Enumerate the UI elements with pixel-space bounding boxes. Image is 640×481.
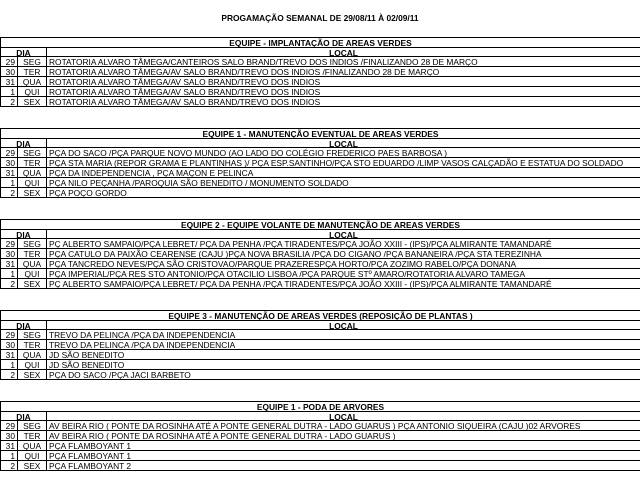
weekday-cell: QUI	[17, 87, 46, 97]
day-number-cell: 2	[0, 188, 17, 198]
day-number-cell: 29	[0, 148, 17, 158]
table-row	[0, 97, 640, 107]
table-row	[0, 77, 640, 87]
table-row	[0, 451, 640, 461]
weekday-cell: SEG	[17, 421, 46, 431]
section-title-row	[0, 219, 640, 229]
section-header-row	[0, 47, 640, 57]
local-cell: JD SÃO BENEDITO	[46, 350, 640, 360]
weekday-cell: TER	[17, 158, 46, 168]
day-number-cell: 1	[0, 178, 17, 188]
weekday-cell: SEX	[17, 279, 46, 289]
weekday-cell: QUA	[17, 168, 46, 178]
day-number-cell: 30	[0, 249, 17, 259]
local-cell: TREVO DA PELINCA /PÇA DA INDEPENDENCIA	[46, 330, 640, 340]
day-number-cell: 29	[0, 421, 17, 431]
dia-header: DIA	[0, 47, 46, 57]
table-row	[0, 421, 640, 431]
local-cell: ROTATORIA ALVARO TÂMEGA/AV SALO BRAND/TREVO DOS INDIOS /FINALIZANDO 28 DE MARÇO	[46, 67, 640, 77]
local-cell: ROTATORIA ALVARO TÂMEGA/AV SALO BRAND/TREVO DOS INDIOS	[46, 77, 640, 87]
table-row	[0, 148, 640, 158]
local-header: LOCAL	[46, 411, 640, 421]
local-cell: PÇ ALBERTO SAMPAIO/PÇA LEBRET/ PÇA DA PENHA /PÇA TIRADENTES/PÇA JOÃO XXIII - (IPS)/PÇA ALMIRANTE TAMANDARÉ	[46, 239, 640, 249]
table-row	[0, 340, 640, 350]
table-row	[0, 461, 640, 471]
day-number-cell: 1	[0, 451, 17, 461]
table-row	[0, 239, 640, 249]
day-number-cell: 29	[0, 57, 17, 67]
local-cell: PÇA IMPERIAL/PÇA RES STO ANTONIO/PÇA OTACILIO LISBOA /PÇA PARQUE STº AMARO/ROTATORIA ALVARO TAMEGA	[46, 269, 640, 279]
day-number-cell: 29	[0, 239, 17, 249]
table-row	[0, 269, 640, 279]
day-number-cell: 30	[0, 431, 17, 441]
local-cell: PÇA CATULO DA PAIXÃO CEARENSE (CAJU )PÇA NOVA BRASILIA /PÇA DO CIGANO /PÇA BANANEIRA /PÇA STA TEREZINHA	[46, 249, 640, 259]
table-row	[0, 360, 640, 370]
weekday-cell: TER	[17, 67, 46, 77]
section-title: EQUIPE 2 - EQUIPE VOLANTE DE MANUTENÇÃO DE AREAS VERDES	[0, 219, 640, 229]
weekday-cell: QUA	[17, 441, 46, 451]
weekday-cell: SEX	[17, 97, 46, 107]
table-row	[0, 57, 640, 67]
table-row	[0, 431, 640, 441]
table-row	[0, 350, 640, 360]
day-number-cell: 31	[0, 259, 17, 269]
section-title: EQUIPE 3 - MANUTENÇÃO DE AREAS VERDES (REPOSIÇÃO DE PLANTAS )	[0, 310, 640, 320]
day-number-cell: 1	[0, 360, 17, 370]
section-header-row	[0, 229, 640, 239]
weekday-cell: QUI	[17, 269, 46, 279]
local-cell: PÇA TANCREDO NEVES/PÇA SÃO CRISTOVAO/PARQUE PRAZERESPÇA HORTO/PÇA ZOZIMO RABELO/PÇA DONANA	[46, 259, 640, 269]
table-row	[0, 158, 640, 168]
weekday-cell: SEG	[17, 330, 46, 340]
weekday-cell: SEX	[17, 188, 46, 198]
table-row	[0, 441, 640, 451]
weekday-cell: TER	[17, 431, 46, 441]
day-number-cell: 31	[0, 350, 17, 360]
section-title: EQUIPE - IMPLANTAÇÃO DE AREAS VERDES	[0, 37, 640, 47]
table-row	[0, 249, 640, 259]
section-title-row	[0, 128, 640, 138]
weekday-cell: QUI	[17, 360, 46, 370]
local-cell: PÇA DO SACO /PÇA JACI BARBETO	[46, 370, 640, 380]
local-cell: PÇA FLAMBOYANT 1	[46, 441, 640, 451]
table-row	[0, 87, 640, 97]
local-cell: PÇ ALBERTO SAMPAIO/PÇA LEBRET/ PÇA DA PENHA /PÇA TIRADENTES/PÇA JOÃO XXIII - (IPS)/PÇA ALMIRANTE TAMANDARÉ	[46, 279, 640, 289]
weekday-cell: QUI	[17, 178, 46, 188]
section-header-row	[0, 320, 640, 330]
table-row	[0, 178, 640, 188]
dia-header: DIA	[0, 411, 46, 421]
table-row	[0, 330, 640, 340]
day-number-cell: 30	[0, 158, 17, 168]
local-cell: AV BEIRA RIO ( PONTE DA ROSINHA ATÉ A PONTE GENERAL DUTRA - LADO GUARUS ) PÇA ANTONIO SIQUEIRA (CAJU )02 ARVORES	[46, 421, 640, 431]
dia-header: DIA	[0, 320, 46, 330]
local-cell: PÇA NILO PEÇANHA /PAROQUIA SÃO BENEDITO / MONUMENTO SOLDADO	[46, 178, 640, 188]
local-cell: PÇA FLAMBOYANT 2	[46, 461, 640, 471]
day-number-cell: 30	[0, 67, 17, 77]
day-number-cell: 31	[0, 77, 17, 87]
weekday-cell: SEG	[17, 57, 46, 67]
local-cell: PÇA DO SACO /PÇA PARQUE NOVO MUNDO (AO LADO DO COLÉGIO FREDERICO PAES BARBOSA )	[46, 148, 640, 158]
section-title: EQUIPE 1 - MANUTENÇÃO EVENTUAL DE AREAS VERDES	[0, 128, 640, 138]
table-row	[0, 168, 640, 178]
dia-header: DIA	[0, 229, 46, 239]
weekday-cell: QUA	[17, 350, 46, 360]
weekday-cell: QUI	[17, 451, 46, 461]
local-cell: ROTATORIA ALVARO TÂMEGA/AV SALO BRAND/TREVO DOS INDIOS	[46, 97, 640, 107]
day-number-cell: 1	[0, 269, 17, 279]
day-number-cell: 2	[0, 97, 17, 107]
local-cell: AV BEIRA RIO ( PONTE DA ROSINHA ATÉ A PONTE GENERAL DUTRA - LADO GUARUS )	[46, 431, 640, 441]
table-row	[0, 370, 640, 380]
local-cell: ROTATORIA ALVARO TÂMEGA/CANTEIROS SALO BRAND/TREVO DOS INDIOS /FINALIZANDO 28 DE MARÇO	[46, 57, 640, 67]
day-number-cell: 31	[0, 441, 17, 451]
table-row	[0, 188, 640, 198]
schedule-title: PROGAMAÇÃO SEMANAL DE 29/08/11 À 02/09/11	[221, 13, 419, 23]
local-cell: ROTATORIA ALVARO TÂMEGA/AV SALO BRAND/TREVO DOS INDIOS	[46, 87, 640, 97]
section-title: EQUIPE 1 - PODA DE ARVORES	[0, 401, 640, 411]
day-number-cell: 2	[0, 279, 17, 289]
local-cell: PÇA FLAMBOYANT 1	[46, 451, 640, 461]
section-title-row	[0, 401, 640, 411]
day-number-cell: 1	[0, 87, 17, 97]
section-header-row	[0, 138, 640, 148]
day-number-cell: 2	[0, 370, 17, 380]
weekday-cell: QUA	[17, 259, 46, 269]
weekday-cell: TER	[17, 340, 46, 350]
day-number-cell: 30	[0, 340, 17, 350]
weekday-cell: SEX	[17, 461, 46, 471]
weekday-cell: SEG	[17, 148, 46, 158]
section-title-row	[0, 37, 640, 47]
section-header-row	[0, 411, 640, 421]
day-number-cell: 31	[0, 168, 17, 178]
local-header: LOCAL	[46, 229, 640, 239]
table-row	[0, 259, 640, 269]
day-number-cell: 2	[0, 461, 17, 471]
dia-header: DIA	[0, 138, 46, 148]
schedule-title-row	[0, 13, 640, 23]
section-title-row	[0, 310, 640, 320]
weekday-cell: SEX	[17, 370, 46, 380]
table-row	[0, 279, 640, 289]
local-header: LOCAL	[46, 320, 640, 330]
local-cell: PÇA POÇO GORDO	[46, 188, 640, 198]
local-header: LOCAL	[46, 138, 640, 148]
local-header: LOCAL	[46, 47, 640, 57]
local-cell: TREVO DA PELINCA /PÇA DA INDEPENDENCIA	[46, 340, 640, 350]
local-cell: PÇA STA MARIA (REPOR GRAMA E PLANTINHAS )/ PÇA ESP.SANTINHO/PÇA STO EDUARDO /LIMP VASOS CALÇADÃO E ESTATUA DO SOLDADO	[46, 158, 640, 168]
weekday-cell: SEG	[17, 239, 46, 249]
day-number-cell: 29	[0, 330, 17, 340]
local-cell: JD SÃO BENEDITO	[46, 360, 640, 370]
local-cell: PÇA DA INDEPENDENCIA , PÇA MAÇON E PELINCA	[46, 168, 640, 178]
table-row	[0, 67, 640, 77]
weekday-cell: QUA	[17, 77, 46, 87]
weekday-cell: TER	[17, 249, 46, 259]
